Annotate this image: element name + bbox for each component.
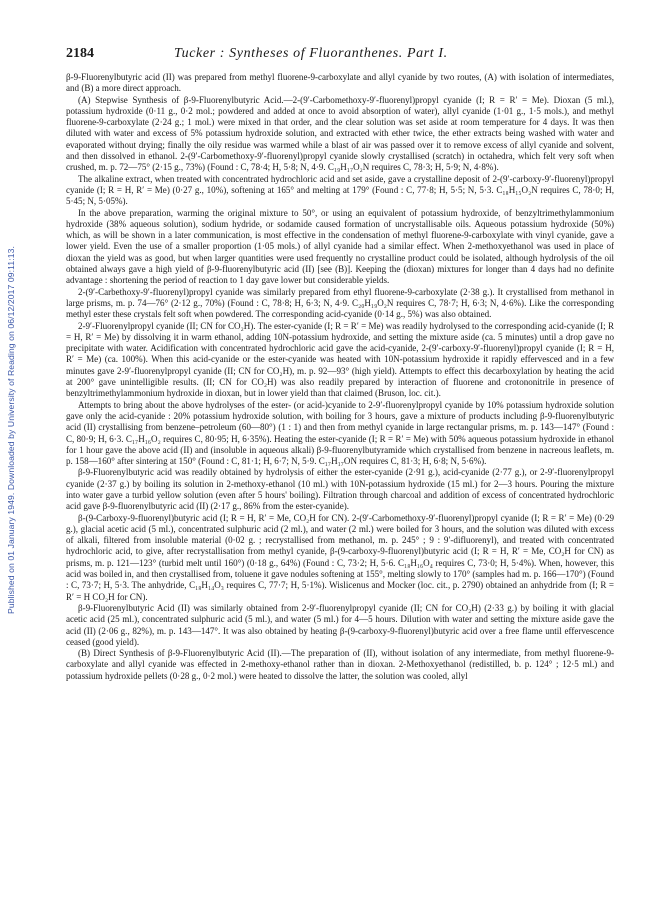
- paragraph-hydrolysis-attempts: Attempts to bring about the above hydrolyses of the ester- (or acid-)cyanide to 2-9′-fluorenylpropyl cyanide by 10% potassium hydroxide solution gave only the acid-cyanide : 20% potassium hydroxide solution, with boiling for 3 hours, gave a mixture of products including β-9-fluorenylbutyric acid (II) crystallising from benzene–petroleum (60—80°) (1 : 1) and then from methyl cyanide in large rectangular prisms, m. p. 143—147° (Found : C, 80·9; H, 6·3. C₁₇H₁₆O₂ requires C, 80·95; H, 6·35%). Heating the ester-cyanide (I; R = R′ = Me) with 50% aqueous potassium hydroxide in ethanol for 1 hour gave the above acid (II) and (insoluble in aqueous alkali) β-9-fluorenylbutyramide which crystallised from benzene in nacreous leaflets, m. p. 158—160° after sintering at 150° (Found : C, 81·1; H, 6·7; N, 5·9. C₁₇H₁₇ON requires C, 81·3; H, 6·8; N, 5·6%).: [66, 399, 614, 467]
- paragraph-carbethoxy: 2-(9′-Carbethoxy-9′-fluorenyl)propyl cyanide was similarly prepared from ethyl fluorene-9-carboxylate (2·38 g.). It crystallised from methanol in large prisms, m. p. 74—76° (2·12 g., 70%) (Found : C, 78·8; H, 6·3; N, 4·9. C₂₀H₁₉O₂N requires C, 78·7; H, 6·3; N, 4·6%). Like the corresponding methyl ester these crystals felt soft when powdered. The corresponding acid-cyanide (0·14 g., 5%) was also obtained.: [66, 286, 614, 320]
- paragraph-carboxy-butyric-acid: β-(9-Carboxy-9-fluorenyl)butyric acid (I; R = H, R′ = Me, CO₂H for CN). 2-(9′-Carbomethoxy-9′-fluorenyl)propyl cyanide (I; R = R′ = Me) (0·29 g.), glacial acetic acid (5 ml.), concentrated sulphuric acid (2 ml.), and water (2 ml.) were boiled for 3 hours, and the solution was diluted with excess of alkali, filtered from insoluble material (0·02 g. ; recrystallised from methanol, m. p. 245° ; 9 : 9′-difluorenyl), and treated with concentrated hydrochloric acid, to give, after recrystallisation from methyl cyanide, β-(9-carboxy-9-fluorenyl)butyric acid (I; R = H, R′ = Me, CO₂H for CN) as prisms, m. p. 121—123° (turbid melt until 160°) (0·18 g., 64%) (Found : C, 73·2; H, 5·6. C₁₈H₁₆O₄ requires C, 73·0; H, 5·4%). When, however, this acid was boiled in, and then crystallised from, toluene it gave nodules softening at 155°, melting slowly to 170° (samples had m. p. 166—170°) (Found : C, 73·7; H, 5·3. The anhydride, C₁₈H₁₄O₃ requires C, 77·7; H, 5·1%). Wislicenus and Mocker (loc. cit., p. 2790) obtained an anhydride from (I; R = R′ = H CO₂H for CN).: [66, 512, 614, 602]
- article-body: [66, 72, 614, 682]
- paragraph-intro: β-9-Fluorenylbutyric acid (II) was prepared from methyl fluorene-9-carboxylate and allyl cyanide by two routes, (A) with isolation of intermediates, and (B) a more direct approach.: [66, 72, 614, 94]
- paragraph-similar-preparation: β-9-Fluorenylbutyric Acid (II) was similarly obtained from 2-9′-fluorenylpropyl cyanide (II; CN for CO₂H) (2·33 g.) by boiling it with glacial acetic acid (25 ml.), concentrated sulphuric acid (5 ml.), and water (5 ml.) for 4—5 hours. Dilution with water and setting the mixture aside gave the acid (II) (2·06 g., 82%), m. p. 143—147°. It was also obtained by heating β-(9-carboxy-9-fluorenyl)butyric acid over a free flame until effervescence ceased (good yield).: [66, 602, 614, 647]
- page-number: 2184: [66, 46, 94, 61]
- download-provenance-sidebar: [4, 200, 18, 660]
- page-header: [66, 46, 614, 64]
- paragraph-butyric-acid: β-9-Fluorenylbutyric acid was readily obtained by hydrolysis of either the ester-cyanide (2·91 g.), acid-cyanide (2·77 g.), or 2-9′-fluorenylpropyl cyanide (2·37 g.) by boiling its solution in 2-methoxy-ethanol (10 ml.) with 10N-potassium hydroxide (15 ml.) for 2—3 hours. Pouring the mixture into water gave a turbid yellow solution (even after 5 hours' boiling). Filtration through charcoal and addition of excess of concentrated hydrochloric acid gave β-9-fluorenylbutyric acid (II) (2·17 g., 86% from the ester-cyanide).: [66, 467, 614, 512]
- paragraph-direct-synthesis: (B) Direct Synthesis of β-9-Fluorenylbutyric Acid (II).—The preparation of (II), without isolation of any intermediate, from methyl fluorene-9-carboxylate and allyl cyanide was effected in 2-methoxy-ethanol rather than in dioxan. 2-Methoxyethanol (redistilled, b. p. 124° ; 12·5 ml.) and potassium hydroxide pellets (0·28 g., 0·2 mol.) were heated to dissolve the latter, the solution was cooled, allyl: [66, 648, 614, 681]
- download-provenance-text: Published on 01 January 1949. Downloaded by University of Reading on 06/12/2017 09:11:13.: [6, 245, 16, 615]
- paragraph-preparation-notes: In the above preparation, warming the original mixture to 50°, or using an equivalent of potassium hydroxide, of benzyltrimethylammonium hydroxide (38% aqueous solution), sodium hydride, or sodamide caused formation of uncrystallisable oils. Aqueous potassium hydroxide (50%) which, as will be shown in a later communication, is most effective in the condensation of methyl fluorene-9-carboxylate with vinyl cyanide, gave a lower yield. Even the use of a smaller proportion (1·05 mols.) of allyl cyanide had a similar effect. When 2-methoxyethanol was used in place of dioxan the yield was as good, but when larger quantities were used frequently no crystalline product could be isolated, although hydrolysis of the oil obtained always gave a high yield of β-9-fluorenylbutyric acid (II) [see (B)]. Keeping the (dioxan) mixtures for longer than 4 days had no definite advantage : shortening the period of reaction to 1 day gave lower but considerable yields.: [66, 207, 614, 286]
- paragraph-stepwise-synthesis: (A) Stepwise Synthesis of β-9-Fluorenylbutyric Acid.—2-(9′-Carbomethoxy-9′-fluorenyl)propyl cyanide (I; R = R′ = Me). Dioxan (5 ml.), potassium hydroxide (0·11 g., 0·2 mol.; powdered and added at once to avoid absorption of water), allyl cyanide (1·01 g., 1·5 mols.), and methyl fluorene-9-carboxylate (2·24 g.; 1 mol.) were mixed in that order, and the clear solution was set aside at room temperature for 4 days. It was then diluted with water and excess of 5% potassium hydroxide solution, and extracted with ether twice, the ether extracts being washed with water and evaporated without drying; finally the oily residue was warmed while a blast of air was passed over it to remove excess of allyl cyanide and solvent, and then dissolved in ethanol. 2-(9′-Carbomethoxy-9′-fluorenyl)propyl cyanide slowly crystallised (scratch) in octahedra, which felt very soft when crushed, m. p. 72—75° (2·15 g., 73%) (Found : C, 78·4; H, 5·8; N, 4·9. C₁₉H₁₇O₂N requires C, 78·3; H, 5·9; N, 4·8%).: [66, 94, 614, 173]
- paragraph-alkaline-extract: The alkaline extract, when treated with concentrated hydrochloric acid and set aside, gave a crystalline deposit of 2-(9′-carboxy-9′-fluorenyl)propyl cyanide (I; R = H, R′ = Me) (0·27 g., 10%), softening at 165° and melting at 179° (Found : C, 77·8; H, 5·5; N, 5·3. C₁₈H₁₅O₂N requires C, 78·0; H, 5·45; N, 5·05%).: [66, 173, 614, 207]
- paragraph-fluorenylpropyl-cyanide: 2-9′-Fluorenylpropyl cyanide (II; CN for CO₂H). The ester-cyanide (I; R = R′ = Me) was readily hydrolysed to the corresponding acid-cyanide (I; R = H, R′ = Me) by dissolving it in warm ethanol, adding 10N-potassium hydroxide, and setting the mixture aside (ca. 5 minutes) until a drop gave no precipitate with water. Acidification with concentrated hydrochloric acid gave the acid-cyanide, 2-(9′-carboxy-9′-fluorenyl)propyl cyanide (I; R = H, R′ = Me) (ca. 100%). When this acid-cyanide or the ester-cyanide was heated with 10N-potassium hydroxide it rapidly effervesced and in a few minutes gave 2-9′-fluorenylpropyl cyanide (II; CN for CO₂H), m. p. 92—93° (high yield). Attempts to effect this decarboxylation by heating the acid at 200° gave unintelligible results. (II; CN for CO₂H) was also readily prepared by interaction of fluorene and crotononitrile in presence of benzyltrimethylammonium hydroxide in dioxan, but in lower yield than that claimed (Bruson, loc. cit.).: [66, 320, 614, 399]
- running-title: Tucker : Syntheses of Fluoranthenes. Part I.: [174, 46, 448, 61]
